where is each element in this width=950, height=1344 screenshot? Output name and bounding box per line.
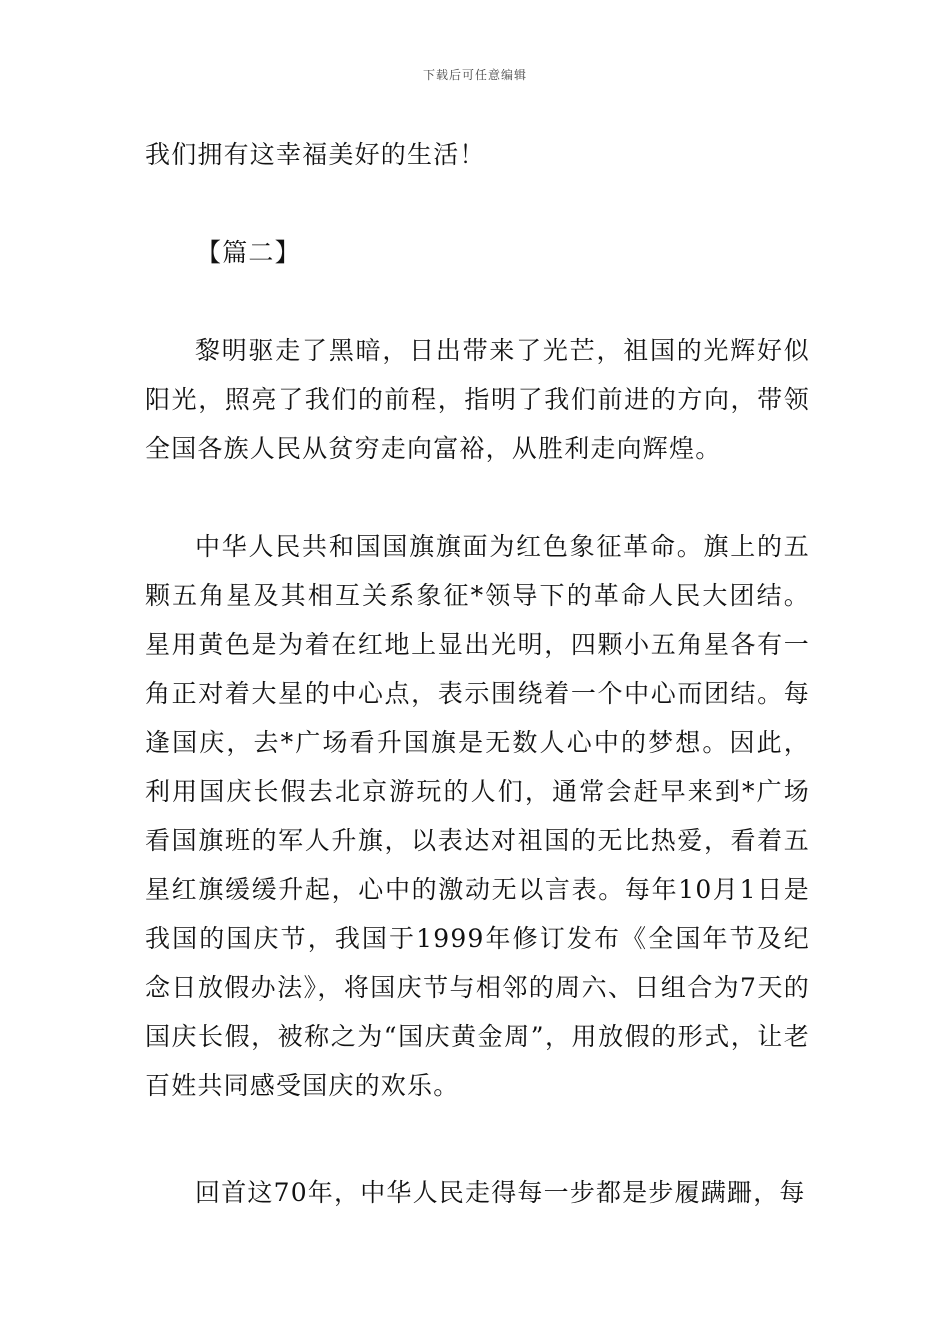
paragraph-3 [145, 1168, 810, 1217]
closing-line [145, 130, 810, 179]
paragraph-1-text: 黎明驱走了黑暗，日出带来了光芒，祖国的光辉好似阳光，照亮了我们的前程，指明了我们前进的方向，带领全国各族人民从贫穷走向富裕，从胜利走向辉煌。 [145, 336, 810, 463]
page-header: 下载后可任意编辑 [422, 68, 527, 82]
section-title [196, 228, 861, 277]
paragraph-2-text: 中华人民共和国国旗旗面为红色象征革命。旗上的五颗五角星及其相互关系象征*领导下的革命人民大团结。星用黄色是为着在红地上显出光明，四颗小五角星各有一角正对着大星的中心点，表示围绕着一个中心而团结。每逢国庆，去*广场看升国旗是无数人心中的梦想。因此，利用国庆长假去北京游玩的人们，通常会赶早来到*广场看国旗班的军人升旗，以表达对祖国的无比热爱，看着五星红旗缓缓升起，心中的激动无以言表。每年10月1日是我国的国庆节，我国于1999年修订发布《全国年节及纪念日放假办法》，将国庆节与相邻的周六、日组合为7天的国庆长假，被称之为“国庆黄金周”，用放假的形式，让老百姓共同感受国庆的欢乐。 [145, 532, 810, 1100]
section-title-text: 【篇二】 [196, 238, 301, 267]
paragraph-2 [145, 522, 810, 1110]
closing-line-text: 我们拥有这幸福美好的生活！ [145, 140, 486, 169]
paragraph-3-text: 回首这70年，中华人民走得每一步都是步履蹒跚，每 [195, 1178, 806, 1207]
paragraph-1 [145, 326, 810, 473]
